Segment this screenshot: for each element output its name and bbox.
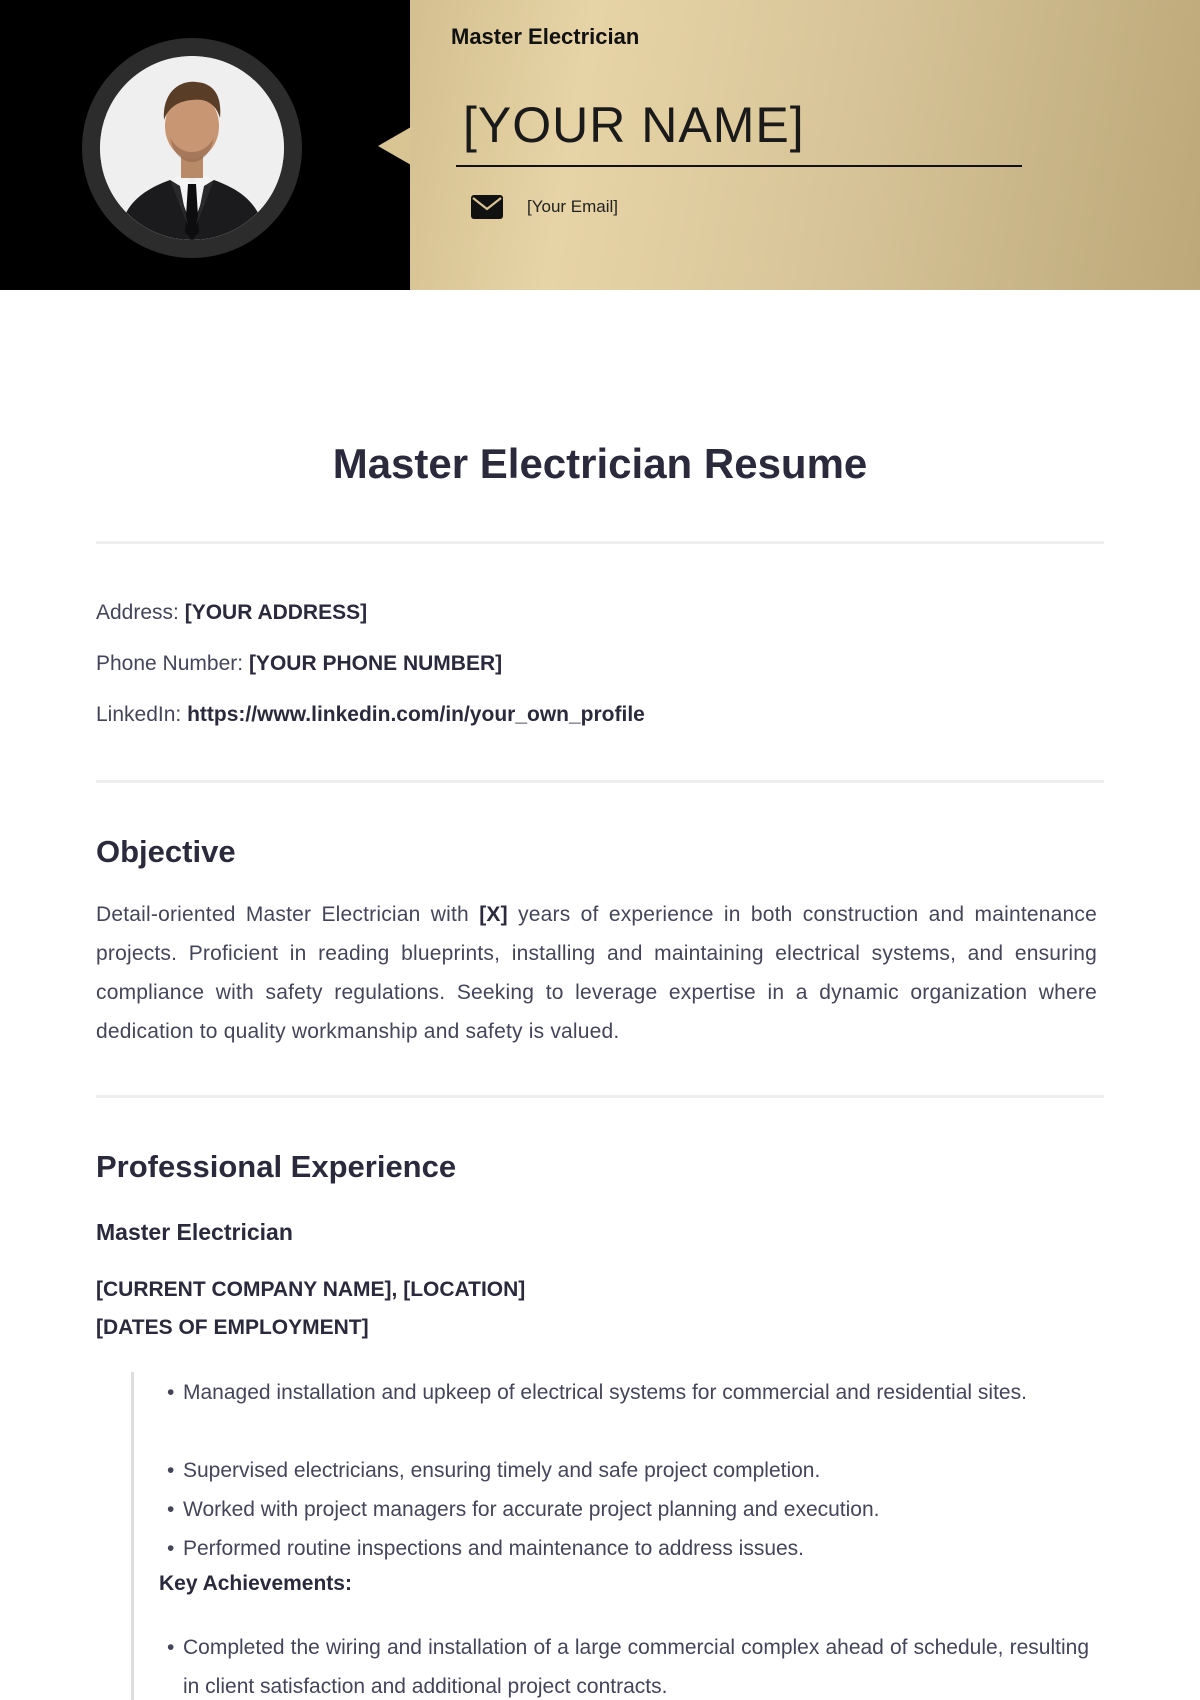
contact-phone bbox=[96, 652, 502, 676]
linkedin-label: LinkedIn: bbox=[96, 703, 182, 726]
header-role: Master Electrician bbox=[451, 24, 640, 49]
phone-value: [YOUR PHONE NUMBER] bbox=[248, 652, 503, 675]
page-title: Master Electrician Resume bbox=[332, 440, 868, 487]
job-title: Master Electrician bbox=[96, 1219, 293, 1245]
divider bbox=[96, 1095, 1104, 1098]
list-item: • Supervised electricians, ensuring timely and safe project completion. bbox=[167, 1451, 1089, 1490]
header-email[interactable]: [Your Email] bbox=[527, 197, 619, 216]
avatar bbox=[100, 56, 284, 240]
name-underline bbox=[456, 165, 1022, 167]
person-photo-icon bbox=[100, 56, 284, 240]
phone-label: Phone Number: bbox=[96, 652, 244, 675]
objective-text-before: Detail-oriented Master Electrician with bbox=[96, 903, 469, 926]
linkedin-link[interactable]: https://www.linkedin.com/in/your_own_profile bbox=[187, 703, 645, 726]
list-item: • Managed installation and upkeep of electrical systems for commercial and residential sites. bbox=[167, 1373, 1089, 1412]
employment-dates: [DATES OF EMPLOYMENT] bbox=[96, 1316, 369, 1339]
divider bbox=[96, 541, 1104, 544]
header-banner bbox=[0, 0, 1200, 290]
header-name: [YOUR NAME] bbox=[463, 97, 805, 153]
objective-text-after: years of experience in both construction and maintenance projects. Proficient in reading blueprints, installing and maintaining electrical systems, and ensuring compliance with safety regulations. Seeking to leverage expertise in a dynamic organization where dedication to quality workmanship and safety is valued. bbox=[96, 903, 1097, 1043]
address-label: Address: bbox=[96, 601, 179, 624]
objective-heading: Objective bbox=[96, 834, 236, 869]
divider bbox=[96, 780, 1104, 783]
list-item: • Worked with project managers for accurate project planning and execution. bbox=[167, 1490, 1089, 1529]
company-location: [CURRENT COMPANY NAME], [LOCATION] bbox=[96, 1278, 526, 1301]
contact-linkedin bbox=[96, 703, 645, 727]
list-item: • Performed routine inspections and maintenance to address issues. bbox=[167, 1529, 1089, 1568]
experience-heading: Professional Experience bbox=[96, 1149, 457, 1184]
contact-address bbox=[96, 601, 367, 625]
objective-text bbox=[96, 895, 1097, 1051]
experience-quote-rule bbox=[131, 1372, 134, 1700]
list-item: • Completed the wiring and installation of a large commercial complex ahead of schedule, resulting in client satisfaction and additional project contracts. bbox=[167, 1628, 1089, 1700]
envelope-icon bbox=[471, 195, 503, 219]
objective-years: [X] bbox=[479, 903, 508, 926]
address-value: [YOUR ADDRESS] bbox=[184, 601, 368, 624]
key-achievements-label: Key Achievements: bbox=[159, 1572, 352, 1595]
banner-pointer bbox=[378, 127, 411, 165]
